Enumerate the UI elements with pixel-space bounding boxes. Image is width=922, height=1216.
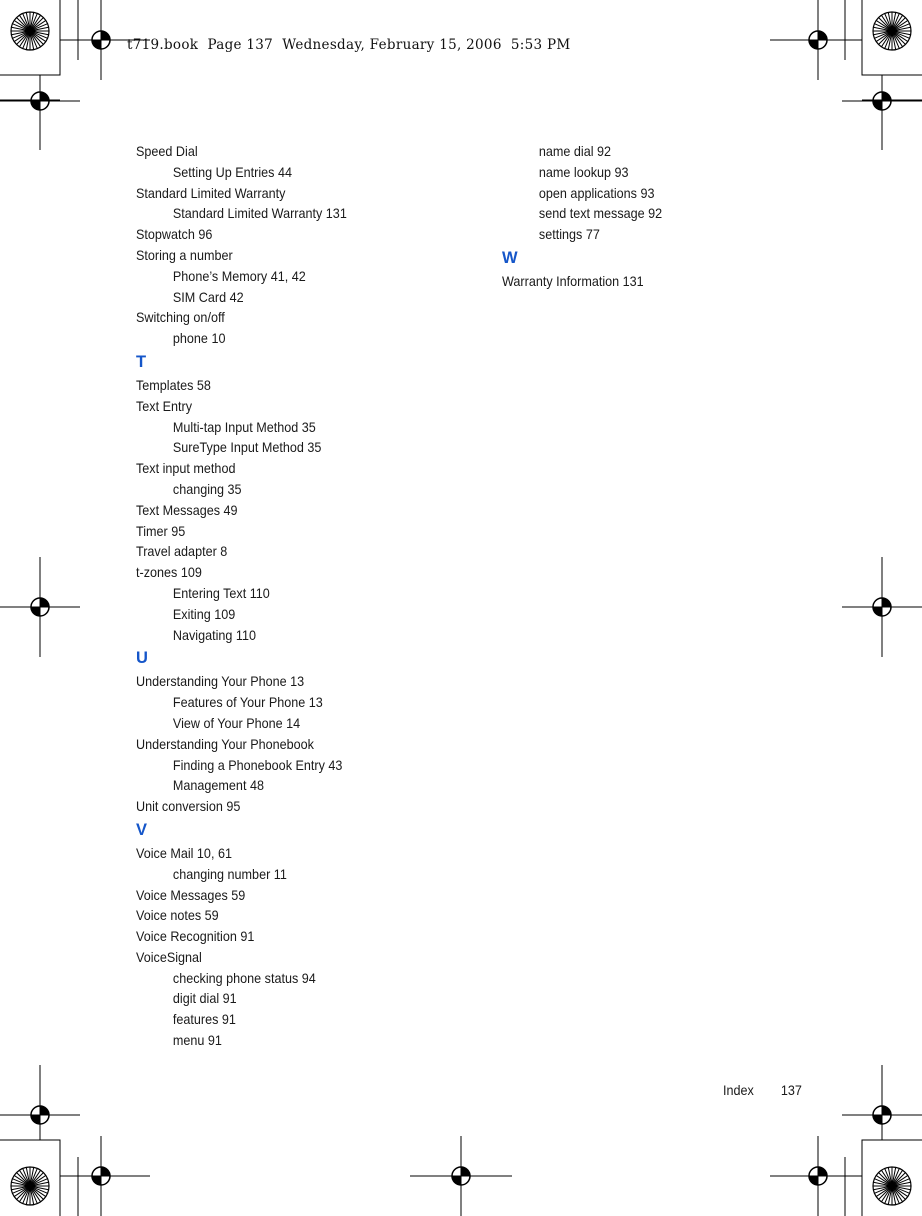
index-letter-heading: W: [502, 248, 518, 267]
index-subentry: Management 48: [172, 777, 264, 794]
index-subentry: Finding a Phonebook Entry 43: [172, 756, 343, 773]
index-subentry: changing 35: [172, 480, 242, 497]
index-subentry: checking phone status 94: [172, 969, 316, 986]
index-entry: Understanding Your Phonebook: [136, 735, 314, 752]
index-subentry: Setting Up Entries 44: [172, 163, 292, 180]
index-entry: Travel adapter 8: [136, 543, 228, 560]
index-entry: Switching on/off: [136, 309, 225, 326]
index-entry: Understanding Your Phone 13: [136, 673, 305, 690]
index-entry: Unit conversion 95: [136, 798, 241, 815]
index-subentry: SureType Input Method 35: [172, 439, 322, 456]
index-entry: Voice Recognition 91: [136, 928, 255, 945]
index-entry: VoiceSignal: [136, 948, 202, 965]
index-subentry: Features of Your Phone 13: [172, 694, 323, 711]
index-entry: Storing a number: [136, 246, 233, 263]
index-subentry: phone 10: [172, 330, 226, 347]
index-subentry: View of Your Phone 14: [172, 714, 301, 731]
index-subentry: features 91: [172, 1011, 236, 1028]
index-subentry: settings 77: [538, 226, 600, 243]
index-entry: Speed Dial: [136, 143, 198, 159]
index-subentry: Entering Text 110: [172, 584, 270, 601]
index-entry: Stopwatch 96: [136, 226, 213, 243]
footer-section-label: Index: [723, 1082, 754, 1098]
index-subentry: Exiting 109: [172, 605, 236, 622]
index-subentry: changing number 11: [172, 865, 287, 882]
index-subentry: Navigating 110: [172, 626, 257, 643]
footer-page-number: 137: [780, 1082, 802, 1098]
index-column-left: [136, 141, 476, 1051]
page-footer: [723, 1082, 802, 1098]
index-entry: Voice Mail 10, 61: [136, 844, 232, 861]
index-entry: Standard Limited Warranty: [136, 184, 286, 201]
index-subentry: Standard Limited Warranty 131: [172, 205, 347, 222]
index-letter-heading: T: [136, 352, 147, 371]
index-entry: Warranty Information 131: [502, 272, 644, 289]
index-entry: Text input method: [136, 460, 236, 477]
index-subentry: send text message 92: [538, 205, 663, 222]
index-entry: Templates 58: [136, 376, 211, 393]
index-entry: t-zones 109: [136, 564, 202, 581]
index-entry: Voice notes 59: [136, 907, 219, 924]
index-subentry: menu 91: [172, 1032, 222, 1049]
index-entry: Timer 95: [136, 522, 186, 539]
index-letter-heading: U: [136, 649, 148, 668]
index-letter-heading: V: [136, 820, 148, 839]
index-subentry: name lookup 93: [538, 163, 629, 180]
index-subentry: Phone’s Memory 41, 42: [172, 267, 306, 284]
index-subentry: Multi-tap Input Method 35: [172, 418, 316, 435]
index-entry: Text Messages 49: [136, 501, 238, 518]
index-subentry: SIM Card 42: [172, 288, 244, 305]
index-entry: Text Entry: [136, 397, 193, 414]
index-column-right: [502, 141, 842, 292]
index-subentry: digit dial 91: [172, 990, 237, 1007]
print-slug-header: t719.book Page 137 Wednesday, February 15, 2006 5:53 PM: [127, 37, 571, 53]
index-subentry: open applications 93: [538, 184, 655, 201]
index-subentry: name dial 92: [538, 143, 612, 159]
index-entry: Voice Messages 59: [136, 886, 246, 903]
